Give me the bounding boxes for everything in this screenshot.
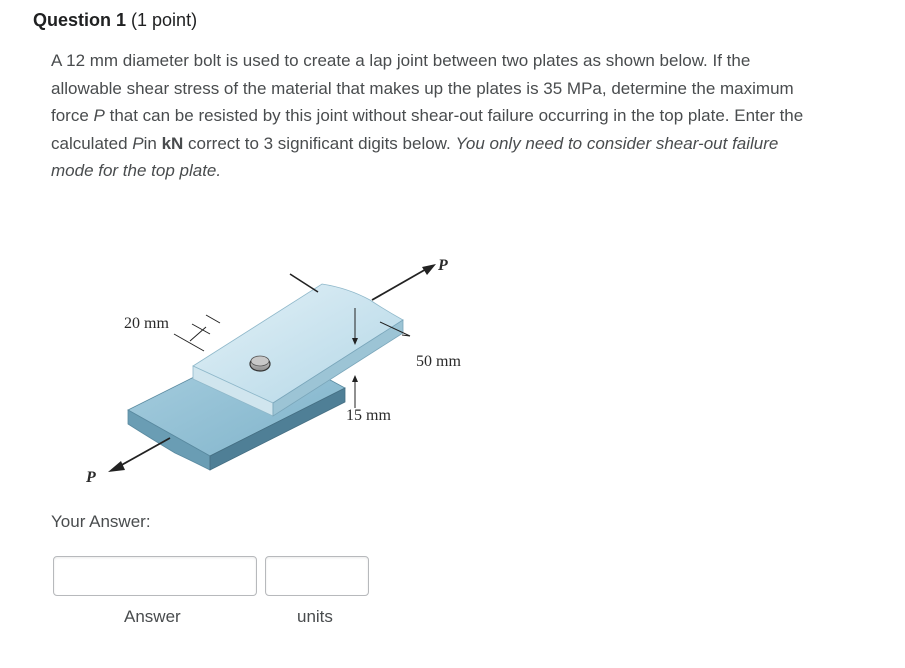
- force-arrow-top: [372, 257, 448, 300]
- force-arrow-bottom: [85, 438, 170, 486]
- bolt-head: [250, 356, 270, 371]
- question-title: Question 1: [33, 10, 127, 30]
- answer-input[interactable]: [53, 556, 257, 596]
- label-20mm: 20 mm: [124, 315, 169, 332]
- load-line: [290, 274, 318, 292]
- question-text-part1: A 12 mm diameter bolt is used to create a lap joint between two plates as shown below. If the allowable shear stress of the material that makes up the plates is 35 MPa, determine the maximum force: [51, 51, 794, 125]
- variable-p: P: [132, 133, 144, 153]
- your-answer-label: Your Answer:: [51, 512, 151, 531]
- question-text-part4: correct to 3 significant digits below.: [183, 133, 456, 153]
- question-instruction-italic: You only need to consider shear-out failure mode for the top plate.: [51, 133, 779, 180]
- question-points: (1 point): [131, 10, 198, 30]
- label-p-bottom: P: [86, 469, 96, 486]
- lap-joint-diagram: [80, 248, 500, 498]
- label-15mm: 15 mm: [346, 407, 391, 424]
- question-header: [33, 8, 197, 32]
- question-text-part2: that can be resisted by this joint without shear-out failure occurring in the top plate. Enter the calculated: [51, 106, 804, 153]
- label-p-top: P: [438, 257, 448, 274]
- units-input[interactable]: [265, 556, 369, 596]
- units-caption: units: [297, 607, 333, 626]
- dimension-20mm: [124, 315, 220, 351]
- question-text: [51, 47, 811, 185]
- arrow-head-icon: [422, 264, 436, 275]
- answer-caption: Answer: [124, 607, 181, 626]
- unit-kn: kN: [161, 133, 184, 153]
- question-text-part3: in: [143, 133, 162, 153]
- variable-p: P: [93, 106, 105, 125]
- label-50mm: 50 mm: [416, 353, 461, 370]
- arrow-head-icon: [108, 461, 125, 472]
- lap-joint-figure: [80, 248, 500, 498]
